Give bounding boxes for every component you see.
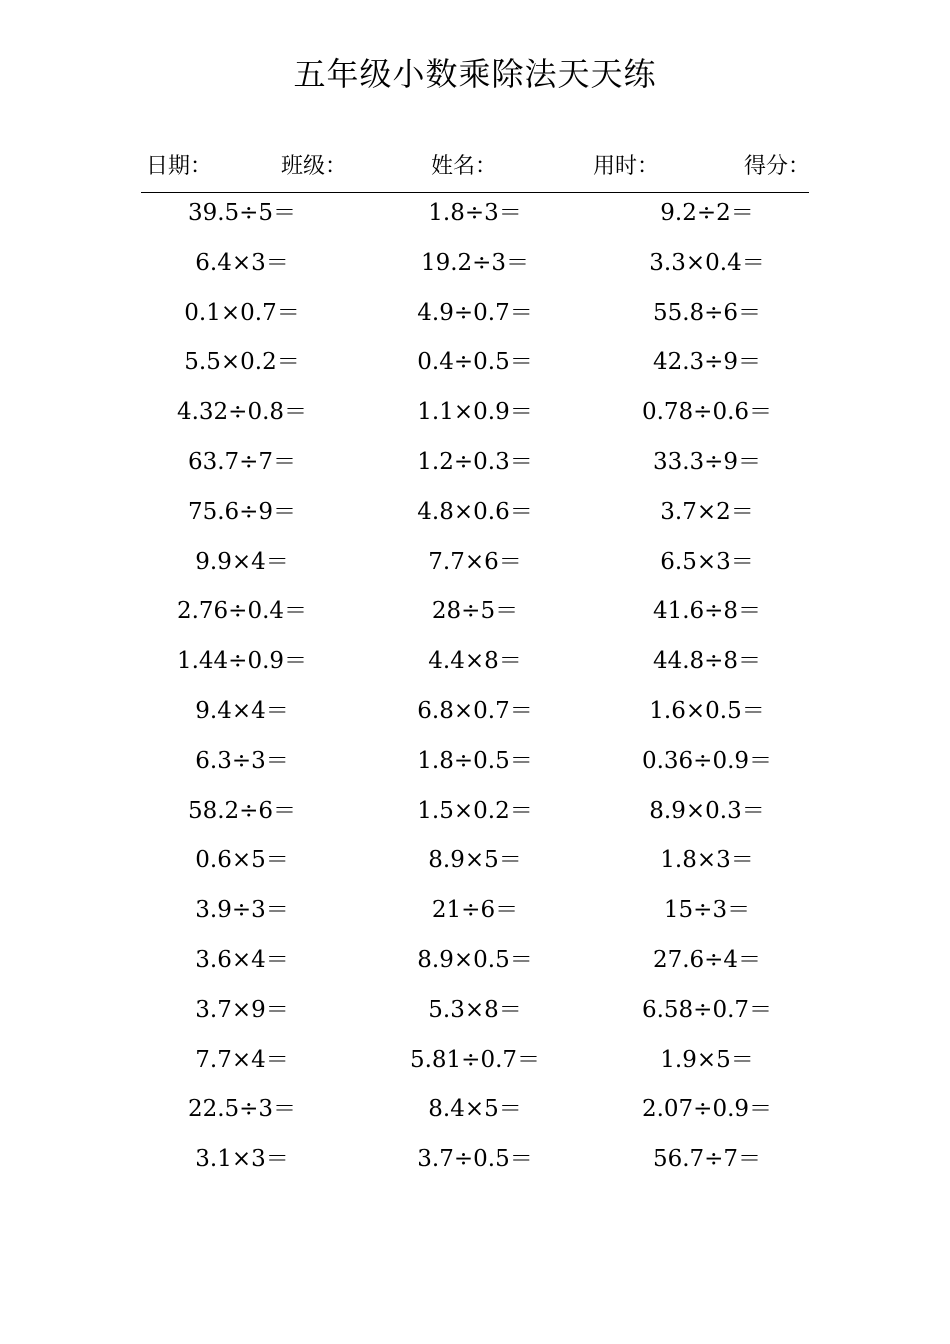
problem-item: 58.2÷6＝ [187, 797, 297, 824]
problem-item: 63.7÷7＝ [187, 448, 297, 475]
problem-item: 44.8÷8＝ [652, 648, 762, 675]
problem-item: 6.8×0.7＝ [417, 697, 533, 724]
problem-item: 0.4÷0.5＝ [417, 349, 533, 376]
problem-item: 28÷5＝ [431, 598, 519, 625]
class-label: 班级： [281, 154, 348, 179]
problem-row [0, 495, 950, 545]
problem-item: 42.3÷9＝ [652, 349, 762, 376]
problem-item: 8.9×0.5＝ [417, 946, 533, 973]
problem-item: 22.5÷3＝ [187, 1096, 297, 1123]
problem-row [0, 794, 950, 844]
problem-item: 1.8×3＝ [660, 847, 754, 874]
problem-row [0, 893, 950, 943]
problem-item: 41.6÷8＝ [652, 598, 762, 625]
problem-row [0, 843, 950, 893]
problem-row [0, 196, 950, 246]
problem-item: 7.7×6＝ [428, 548, 522, 575]
problem-row [0, 943, 950, 993]
problem-item: 3.9÷3＝ [195, 897, 289, 924]
problem-item: 21÷6＝ [431, 897, 519, 924]
problem-item: 1.6×0.5＝ [649, 697, 765, 724]
problem-row [0, 395, 950, 445]
problem-item: 1.44÷0.9＝ [176, 648, 308, 675]
problem-item: 9.4×4＝ [195, 697, 289, 724]
problem-row [0, 445, 950, 495]
problem-item: 5.81÷0.7＝ [409, 1046, 541, 1073]
problem-item: 56.7÷7＝ [652, 1146, 762, 1173]
problem-row [0, 694, 950, 744]
problem-grid [0, 196, 950, 1192]
problem-item: 6.4×3＝ [195, 249, 289, 276]
time-label: 用时： [593, 154, 660, 179]
name-label: 姓名： [431, 154, 498, 179]
problem-item: 3.6×4＝ [195, 946, 289, 973]
score-label: 得分： [744, 154, 811, 179]
problem-row [0, 644, 950, 694]
problem-item: 33.3÷9＝ [652, 448, 762, 475]
problem-item: 3.7×2＝ [660, 498, 754, 525]
problem-item: 39.5÷5＝ [187, 200, 297, 226]
problem-item: 8.4×5＝ [428, 1096, 522, 1123]
problem-item: 4.4×8＝ [428, 648, 522, 675]
problem-item: 4.9÷0.7＝ [417, 299, 533, 326]
problem-item: 15÷3＝ [663, 897, 751, 924]
problem-item: 0.6×5＝ [195, 847, 289, 874]
problem-row [0, 744, 950, 794]
problem-item: 9.2÷2＝ [660, 200, 754, 226]
problem-row [0, 1043, 950, 1093]
problem-item: 5.5×0.2＝ [184, 349, 300, 376]
date-label: 日期： [146, 154, 213, 179]
problem-item: 6.3÷3＝ [195, 747, 289, 774]
problem-item: 3.3×0.4＝ [649, 249, 765, 276]
problem-row [0, 345, 950, 395]
problem-item: 3.7×9＝ [195, 996, 289, 1023]
problem-item: 5.3×8＝ [428, 996, 522, 1023]
problem-row [0, 594, 950, 644]
header-divider [141, 192, 809, 193]
problem-item: 55.8÷6＝ [652, 299, 762, 326]
problem-item: 7.7×4＝ [195, 1046, 289, 1073]
problem-item: 1.8÷0.5＝ [417, 747, 533, 774]
problem-row [0, 296, 950, 346]
problem-item: 2.07÷0.9＝ [641, 1096, 773, 1123]
problem-item: 9.9×4＝ [195, 548, 289, 575]
problem-item: 6.58÷0.7＝ [641, 996, 773, 1023]
problem-item: 4.32÷0.8＝ [176, 399, 308, 426]
problem-row [0, 993, 950, 1043]
problem-row [0, 545, 950, 595]
problem-item: 75.6÷9＝ [187, 498, 297, 525]
problem-item: 8.9×5＝ [428, 847, 522, 874]
problem-item: 1.5×0.2＝ [417, 797, 533, 824]
problem-item: 1.2÷0.3＝ [417, 448, 533, 475]
worksheet-title: 五年级小数乘除法天天练 [293, 55, 657, 93]
problem-item: 3.1×3＝ [195, 1146, 289, 1173]
problem-item: 0.78÷0.6＝ [641, 399, 773, 426]
problem-item: 6.5×3＝ [660, 548, 754, 575]
problem-item: 1.8÷3＝ [428, 200, 522, 226]
problem-item: 1.1×0.9＝ [417, 399, 533, 426]
problem-item: 1.9×5＝ [660, 1046, 754, 1073]
problem-row [0, 1142, 950, 1192]
problem-item: 4.8×0.6＝ [417, 498, 533, 525]
problem-item: 0.1×0.7＝ [184, 299, 300, 326]
problem-item: 2.76÷0.4＝ [176, 598, 308, 625]
problem-item: 8.9×0.3＝ [649, 797, 765, 824]
problem-item: 3.7÷0.5＝ [417, 1146, 533, 1173]
problem-item: 27.6÷4＝ [652, 946, 762, 973]
problem-row [0, 1092, 950, 1142]
problem-row [0, 246, 950, 296]
problem-item: 19.2÷3＝ [420, 249, 530, 276]
problem-item: 0.36÷0.9＝ [641, 747, 773, 774]
